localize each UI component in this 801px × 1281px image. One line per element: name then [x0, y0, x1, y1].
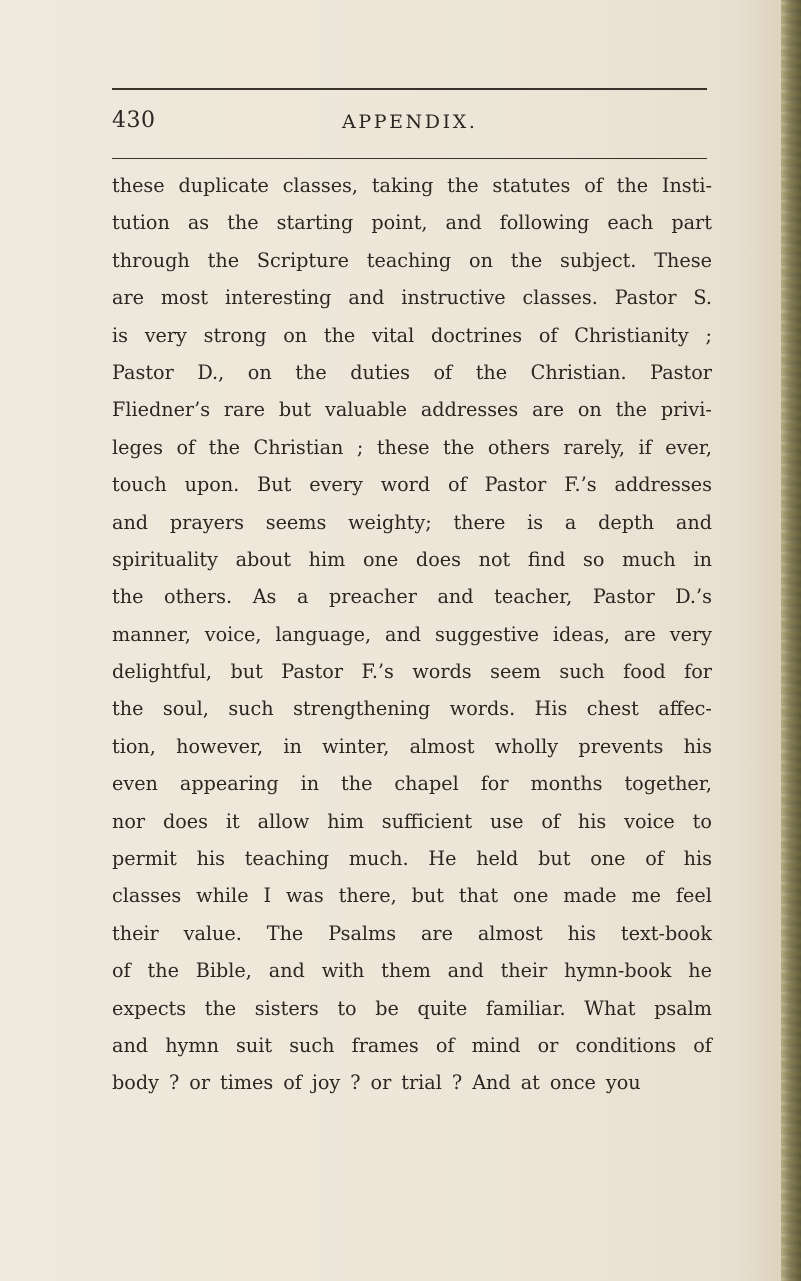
page-edge-shadow [781, 0, 801, 1281]
text-line: even appearing in the chapel for months together, [112, 772, 712, 796]
text-line: delightful, but Pastor F.’s words seem such food for [112, 660, 712, 684]
header-rule-bottom [112, 158, 707, 159]
text-line: touch upon. But every word of Pastor F.’s addresses [112, 473, 712, 497]
text-line: expects the sisters to be quite familiar. What psalm [112, 996, 712, 1020]
text-line: and hymn suit such frames of mind or conditions of [112, 1033, 712, 1057]
page-number: 430 [112, 108, 156, 133]
header-rule-top [112, 88, 707, 90]
text-line: spirituality about him one does not find so much in [112, 547, 712, 571]
text-line: and prayers seems weighty; there is a depth and [112, 510, 712, 534]
body-text [112, 167, 712, 1102]
text-line: the others. As a preacher and teacher, Pastor D.’s [112, 585, 712, 609]
text-line: tution as the starting point, and following each part [112, 211, 712, 235]
page-header [112, 88, 707, 160]
text-line: these duplicate classes, taking the statutes of the Insti- [112, 174, 712, 197]
text-line: body ? or times of joy ? or trial ? And at once you [112, 1071, 641, 1095]
text-line: through the Scripture teaching on the subject. These [112, 248, 712, 272]
text-line: Fliedner’s rare but valuable addresses are on the privi- [112, 398, 712, 422]
text-line: are most interesting and instructive classes. Pastor S. [112, 286, 712, 310]
text-line: manner, voice, language, and suggestive ideas, are very [112, 622, 712, 646]
text-line: Pastor D., on the duties of the Christian. Pastor [112, 360, 712, 384]
text-line: of the Bible, and with them and their hymn-book he [112, 959, 712, 983]
running-head: APPENDIX. [342, 111, 478, 133]
text-line: the soul, such strengthening words. His chest affec- [112, 697, 712, 721]
text-line: tion, however, in winter, almost wholly prevents his [112, 734, 712, 758]
text-line: classes while I was there, but that one made me feel [112, 884, 712, 908]
text-line: leges of the Christian ; these the others rarely, if ever, [112, 435, 712, 459]
text-line: permit his teaching much. He held but one of his [112, 847, 712, 871]
text-line: their value. The Psalms are almost his text-book [112, 921, 712, 945]
text-line: is very strong on the vital doctrines of Christianity ; [112, 323, 712, 347]
text-line: nor does it allow him sufficient use of his voice to [112, 809, 712, 833]
